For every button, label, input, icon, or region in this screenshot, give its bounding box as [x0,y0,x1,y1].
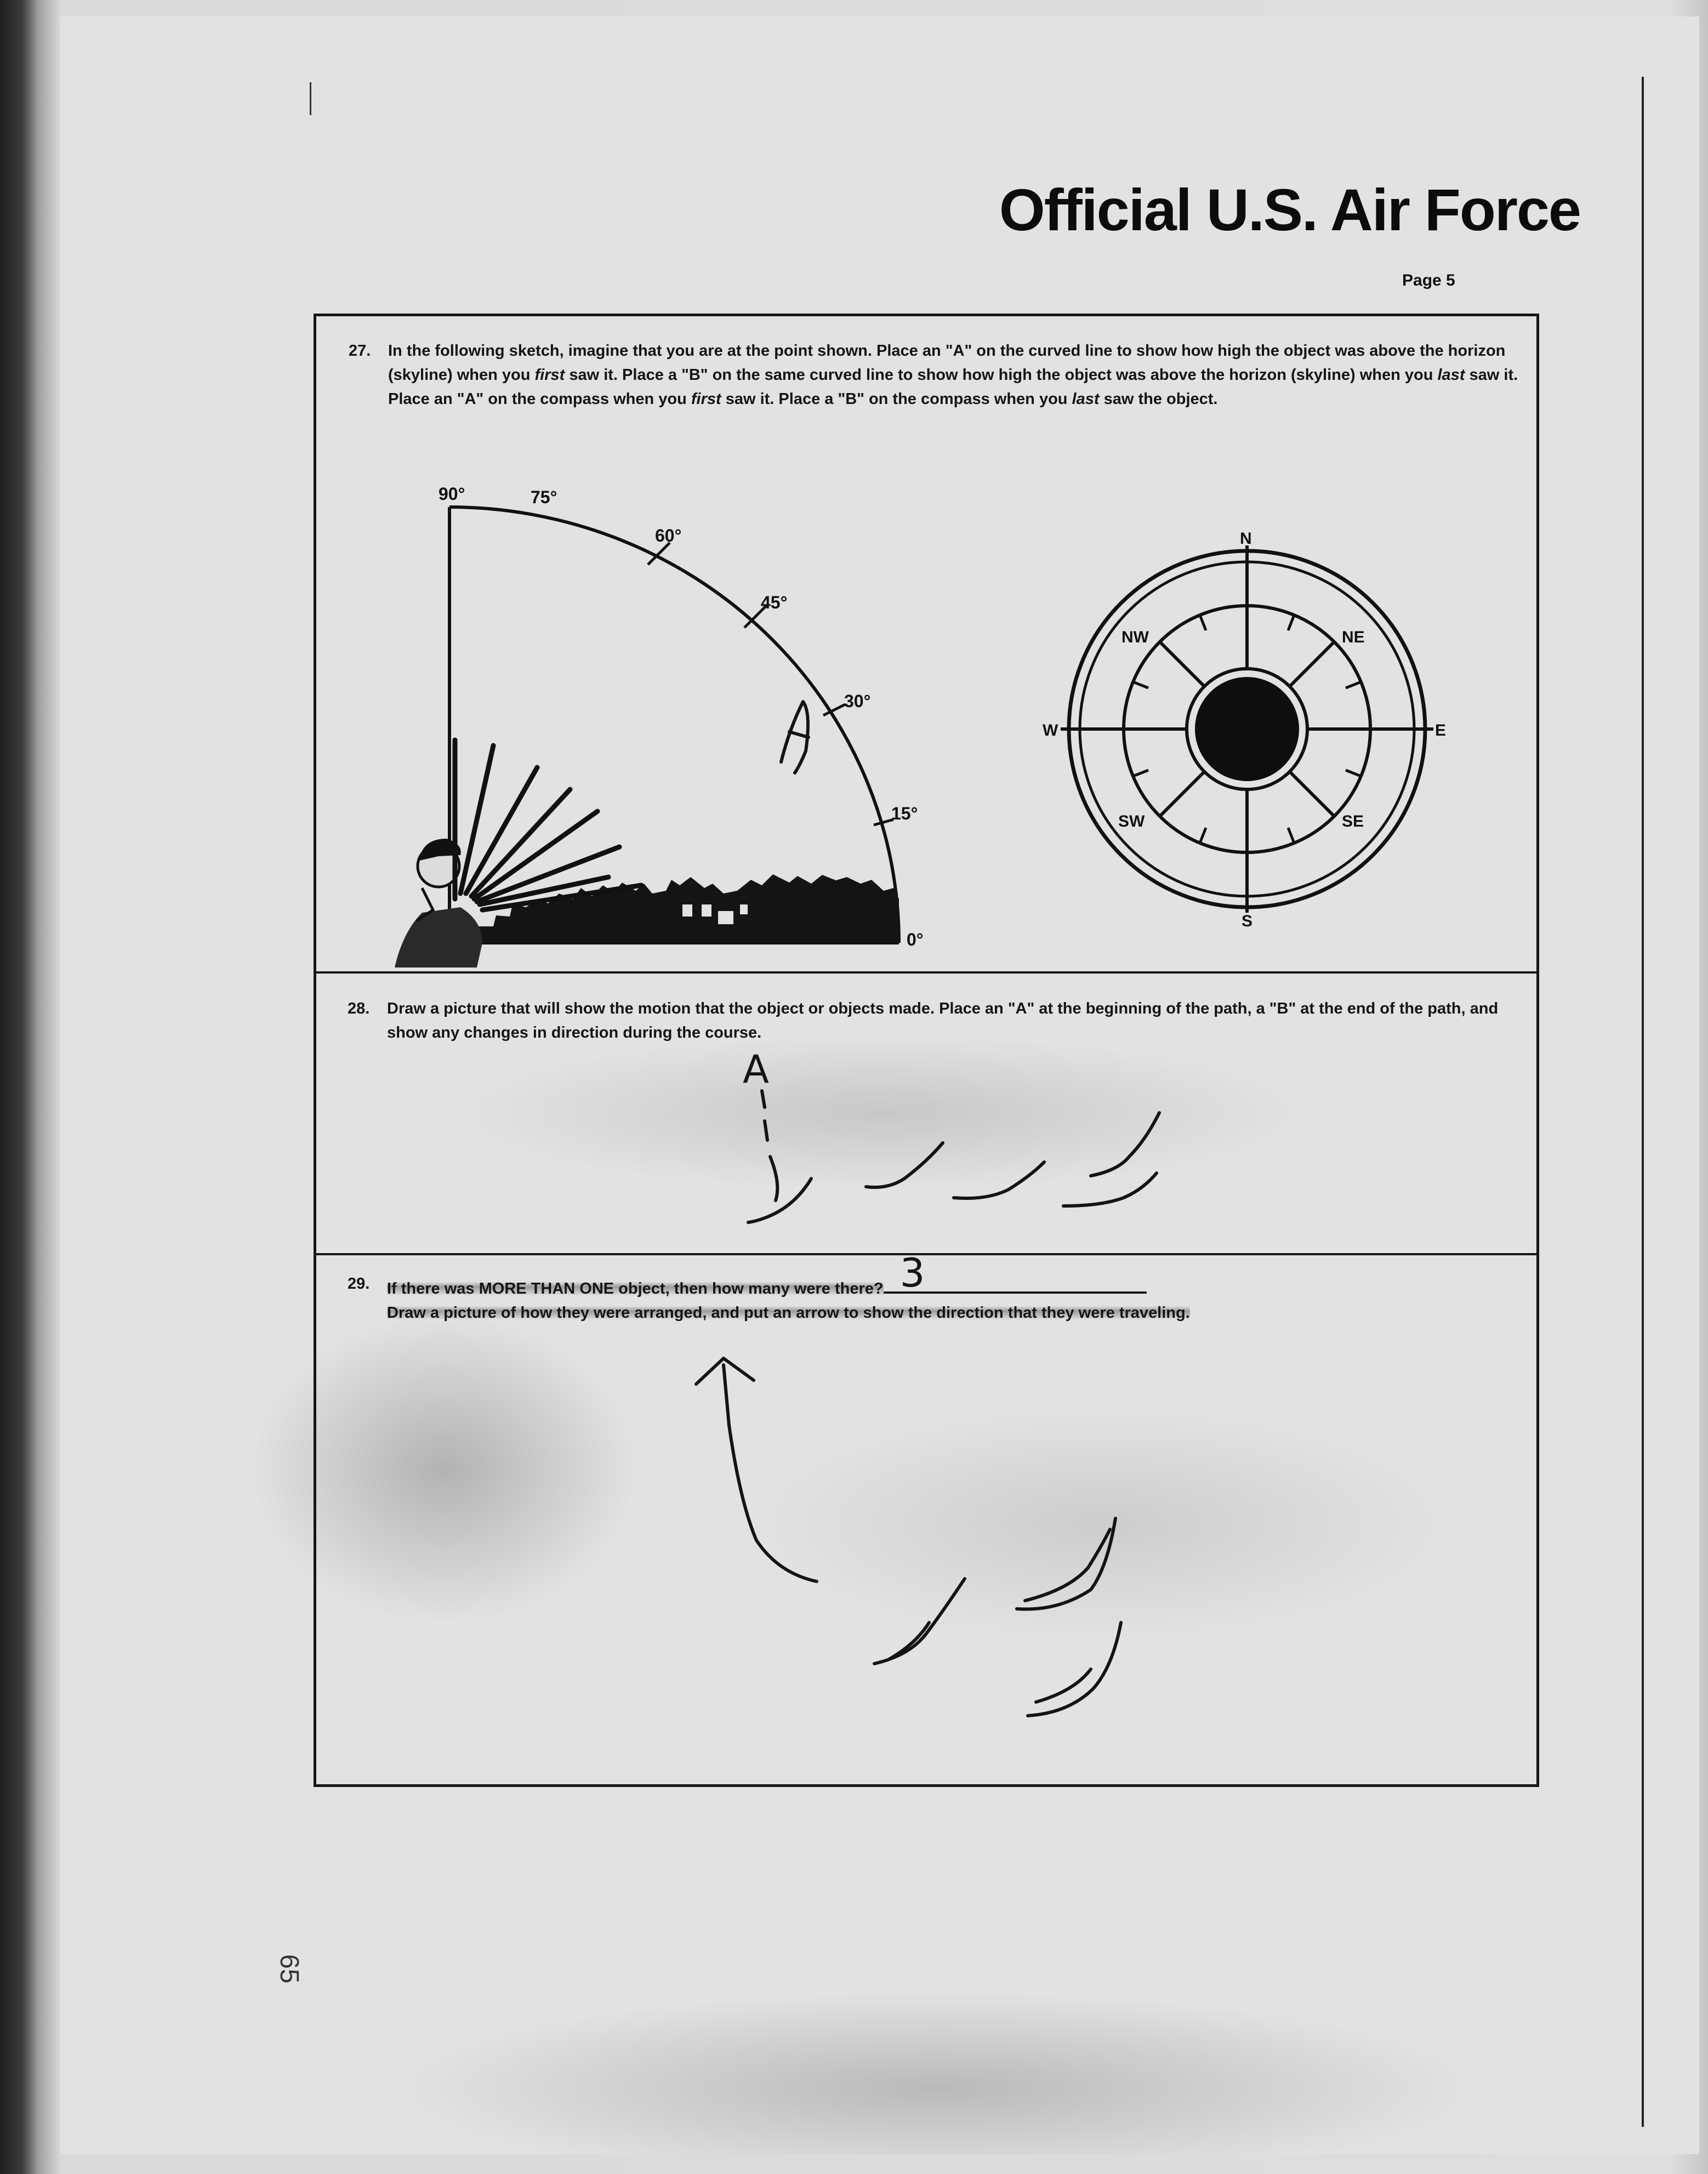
label-0: 0° [907,930,924,949]
question-text: saw the object. [1099,390,1218,408]
header-title: Official U.S. Air Force [999,177,1580,243]
page-number: Page 5 [1402,271,1455,289]
compass-w: W [1043,721,1058,739]
question-number: 28. [348,1000,370,1017]
compass-nw: NW [1121,628,1149,646]
formation-objects [874,1518,1121,1716]
emphasis-first: first [691,390,721,408]
label-30: 30° [844,691,871,711]
question-number: 27. [349,342,371,360]
question-text: Draw a picture that will show the motion that the object or objects made. Place an "A" at the beginning of the path, a "B" at the end of the path, and show any changes in direction during the course. [387,1000,1499,1042]
question-text: In the following sketch, imagine that you are at the point shown. Place an "A" on the curved line to show how high the object was above the horizon (skyline) when you [388,342,1506,384]
emphasis-last: last [1437,366,1465,384]
label-90: 90° [439,484,465,504]
emphasis-last: last [1072,390,1100,408]
compass-s: S [1242,912,1253,930]
count-answer-value: 3 [899,1250,925,1296]
emphasis-first: first [534,366,565,384]
label-60: 60° [655,526,682,545]
question-text: saw it. Place an "A" on the compass when you [388,366,1518,408]
direction-arrow [696,1358,817,1581]
question-number: 29. [348,1275,370,1293]
margin-page-number: 65 [275,1954,304,1984]
question-text: Draw a picture of how they were arranged, and put an arrow to show the direction that they were traveling. [387,1304,1190,1322]
compass-se: SE [1342,812,1364,830]
compass-ne: NE [1342,628,1365,646]
question-text: saw it. Place a "B" on the same curved line to show how high the object was above the horizon (skyline) when you [565,366,1438,384]
label-75: 75° [531,487,557,507]
question-text: saw it. Place a "B" on the compass when you [721,390,1072,408]
label-15: 15° [891,804,918,823]
question-text: If there was MORE THAN ONE object, then how many were there? [387,1280,884,1297]
compass-sw: SW [1118,812,1145,830]
handwritten-A-path: A [743,1047,769,1092]
compass-n: N [1240,530,1252,548]
compass-e: E [1435,721,1447,739]
label-45: 45° [761,593,788,612]
